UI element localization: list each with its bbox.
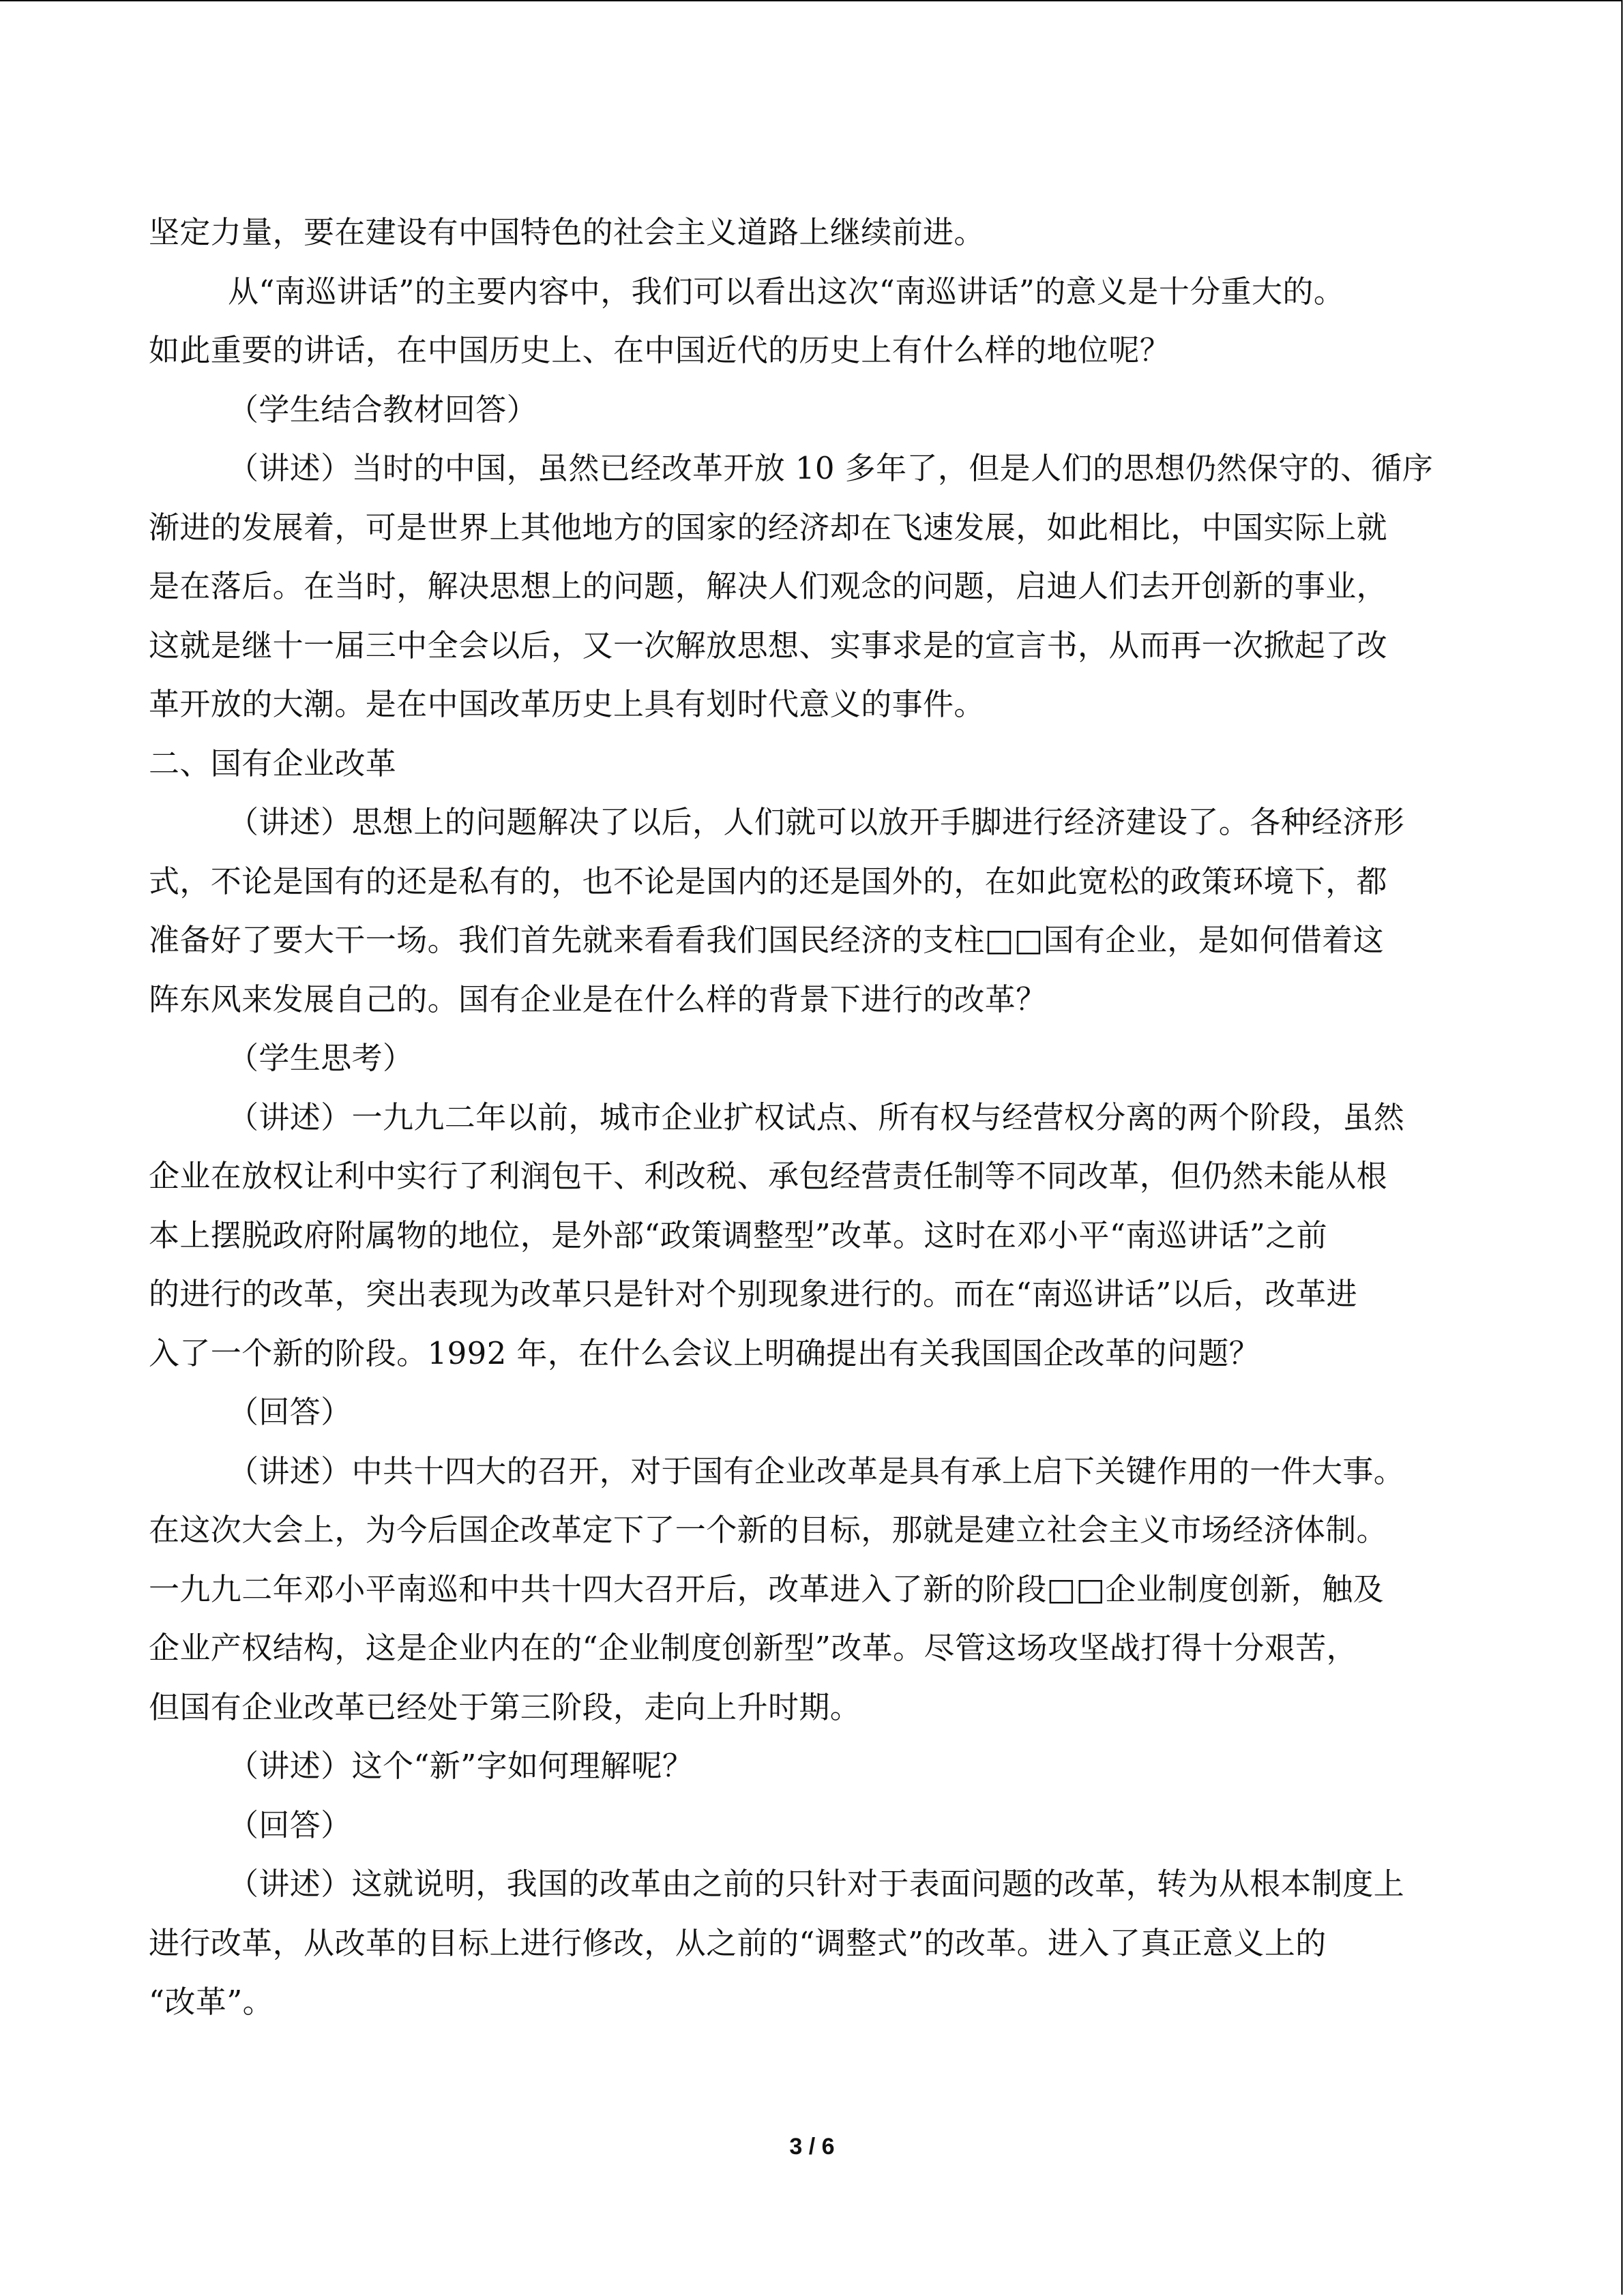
text-line: （讲述）当时的中国，虽然已经改革开放 10 多年了，但是人们的思想仍然保守的、循序 — [228, 450, 1434, 486]
text-line: 在这次大会上，为今后国企改革定下了一个新的目标，那就是建立社会主义市场经济体制。 — [149, 1512, 1388, 1548]
text-line: 但国有企业改革已经处于第三阶段，走向上升时期。 — [149, 1688, 861, 1725]
text-line: 准备好了要大干一场。我们首先就来看看我们国民经济的支柱□□国有企业，是如何借着这 — [149, 922, 1385, 958]
text-line: （学生思考） — [228, 1040, 414, 1076]
text-line: 渐进的发展着，可是世界上其他地方的国家的经济却在飞速发展，如此相比，中国实际上就 — [149, 509, 1388, 546]
text-line: 一九九二年邓小平南巡和中共十四大召开后，改革进入了新的阶段□□企业制度创新，触及 — [149, 1570, 1385, 1607]
text-line: （讲述）这就说明，我国的改革由之前的只针对于表面问题的改革，转为从根本制度上 — [228, 1866, 1405, 1902]
text-line: （讲述）这个“新”字如何理解呢？ — [228, 1748, 694, 1784]
text-line: 本上摆脱政府附属物的地位，是外部“政策调整型”改革。这时在邓小平“南巡讲话”之前 — [149, 1217, 1328, 1253]
text-line: 阵东风来发展自己的。国有企业是在什么样的背景下进行的改革？ — [149, 981, 1047, 1017]
text-line: 是在落后。在当时，解决思想上的问题，解决人们观念的问题，启迪人们去开创新的事业， — [149, 568, 1388, 604]
text-line: （回答） — [228, 1394, 352, 1430]
document-body — [149, 203, 1458, 2032]
page-number: 3 / 6 — [789, 2134, 835, 2160]
text-line: （讲述）一九九二年以前，城市企业扩权试点、所有权与经营权分离的两个阶段，虽然 — [228, 1099, 1405, 1135]
section-heading: 二、国有企业改革 — [149, 745, 397, 781]
text-line: 企业在放权让利中实行了利润包干、利改税、承包经营责任制等不同改革，但仍然未能从根 — [149, 1158, 1388, 1194]
text-line: 入了一个新的阶段。1992 年，在什么会议上明确提出有关我国国企改革的问题？ — [149, 1335, 1260, 1371]
text-line: 如此重要的讲话，在中国历史上、在中国近代的历史上有什么样的地位呢？ — [149, 332, 1171, 368]
text-line: 从“南巡讲话”的主要内容中，我们可以看出这次“南巡讲话”的意义是十分重大的。 — [228, 273, 1345, 310]
text-line: 进行改革，从改革的目标上进行修改，从之前的“调整式”的改革。进入了真正意义上的 — [149, 1924, 1327, 1961]
text-line: 坚定力量，要在建设有中国特色的社会主义道路上继续前进。 — [149, 214, 985, 250]
text-line: 的进行的改革，突出表现为改革只是针对个别现象进行的。而在“南巡讲话”以后，改革进 — [149, 1276, 1358, 1312]
text-line: （讲述）思想上的问题解决了以后，人们就可以放开手脚进行经济建设了。各种经济形 — [228, 804, 1405, 840]
text-line: （回答） — [228, 1806, 352, 1843]
text-line: 革开放的大潮。是在中国改革历史上具有划时代意义的事件。 — [149, 686, 985, 722]
text-line: “改革”。 — [149, 1984, 274, 2020]
text-line: 式，不论是国有的还是私有的，也不论是国内的还是国外的，在如此宽松的政策环境下，都 — [149, 863, 1388, 899]
text-line: （学生结合教材回答） — [228, 391, 538, 428]
text-line: 这就是继十一届三中全会以后，又一次解放思想、实事求是的宣言书，从而再一次掀起了改 — [149, 627, 1388, 664]
text-line: （讲述）中共十四大的召开，对于国有企业改革是具有承上启下关键作用的一件大事。 — [228, 1452, 1405, 1489]
text-line: 企业产权结构，这是企业内在的“企业制度创新型”改革。尽管这场攻坚战打得十分艰苦， — [149, 1630, 1358, 1666]
